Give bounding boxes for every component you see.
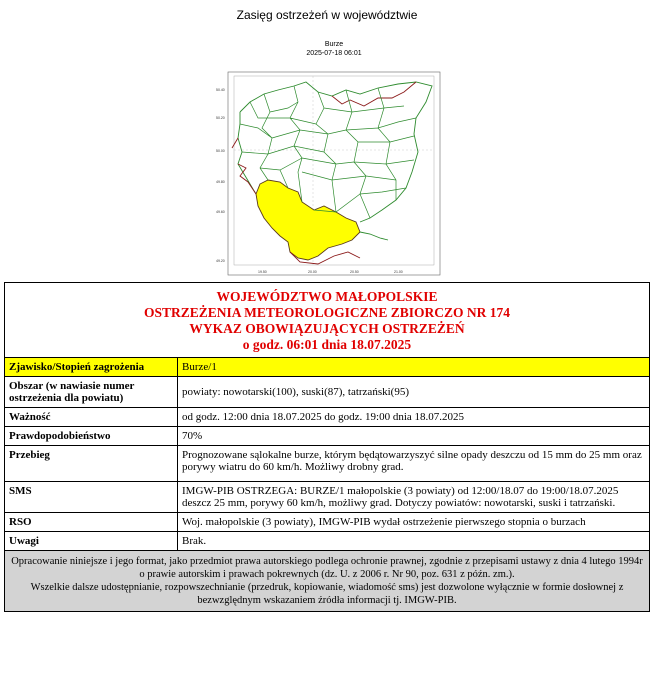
row-waznosc [5,408,650,427]
lon-tick-label: 20.00 [308,270,317,274]
footer-row [5,551,650,612]
row-label: Obszar (w nawiasie numer ostrzeżenia dla powiatu) [5,377,178,408]
row-sms [5,482,650,513]
header-title: OSTRZEŻENIA METEOROLOGICZNE ZBIORCZO NR 174 [143,305,511,320]
row-value: od godz. 12:00 dnia 18.07.2025 do godz. 19:00 dnia 18.07.2025 [178,408,650,427]
row-label: Prawdopodobieństwo [5,427,178,446]
row-label: Uwagi [5,532,178,551]
row-rso [5,513,650,532]
lat-tick-label: 49.20 [216,259,225,263]
header-voivodeship: WOJEWÓDZTWO MAŁOPOLSKIE [216,289,438,304]
row-uwagi [5,532,650,551]
lat-tick-label: 50.00 [216,149,225,153]
row-zjawisko [5,358,650,377]
row-przebieg [5,446,650,482]
lon-tick-label: 21.00 [394,270,403,274]
copyright-notice [5,551,650,612]
row-value: Brak. [178,532,650,551]
row-value: Woj. małopolskie (3 powiaty), IMGW-PIB wydał ostrzeżenie pierwszego stopnia o burzach [178,513,650,532]
lat-tick-label: 49.80 [216,180,225,184]
lat-tick-label: 50.20 [216,116,225,120]
row-label: Zjawisko/Stopień zagrożenia [5,358,178,377]
row-obszar [5,377,650,408]
warning-table [4,282,650,612]
page-heading: Zasięg ostrzeżeń w województwie [236,8,418,22]
redistribution-text: Wszelkie dalsze udostępnianie, rozpowszechnianie (przedruk, kopiowanie, wiadomość sms) jest dozwolone wyłącznie w formie dosłownej z bezwzględnym wskazaniem źródła informacji tj. IMGW-PIB. [30,582,624,606]
copyright-text: Opracowanie niniejsze i jego format, jako przedmiot prawa autorskiego podlega ochronie prawnej, zgodnie z przepisami ustawy z dnia 4 lutego 1994r o prawie autorskim i prawach pokrewnych (dz. U. z 2006 r. Nr 90, poz. 631 z późn. zm.). [11,556,643,580]
lon-tick-label: 20.50 [350,270,359,274]
map-canvas [216,72,440,275]
row-value: powiaty: nowotarski(100), suski(87), tatrzański(95) [178,377,650,408]
row-label: Ważność [5,408,178,427]
map-datetime: 2025-07-18 06:01 [306,50,362,57]
row-prawdopodobienstwo [5,427,650,446]
row-label: RSO [5,513,178,532]
lon-tick-label: 19.50 [258,270,267,274]
warning-header-row [5,283,650,358]
row-value: 70% [178,427,650,446]
row-value: Prognozowane sąlokalne burze, którym będątowarzyszyć silne opady deszczu od 15 mm do 25 mm oraz porywy wiatru do 60 km/h. Możliwy drobny grad. [178,446,650,482]
lat-tick-label: 50.40 [216,88,225,92]
warning-map [216,40,440,275]
map-phenomenon: Burze [324,41,344,48]
row-label: SMS [5,482,178,513]
row-label: Przebieg [5,446,178,482]
header-subtitle: WYKAZ OBOWIĄZUJĄCYCH OSTRZEŻEŃ [189,321,465,336]
row-value: IMGW-PIB OSTRZEGA: BURZE/1 małopolskie (3 powiaty) od 12:00/18.07 do 19:00/18.07.2025 deszcz 25 mm, porywy 60 km/h, możliwy grad. Dotyczy powiatów: nowotarski, suski i tatrzański. [178,482,650,513]
row-value: Burze/1 [178,358,650,377]
lat-tick-label: 49.60 [216,210,225,214]
warning-header [5,283,650,358]
header-time: o godz. 06:01 dnia 18.07.2025 [242,337,412,352]
